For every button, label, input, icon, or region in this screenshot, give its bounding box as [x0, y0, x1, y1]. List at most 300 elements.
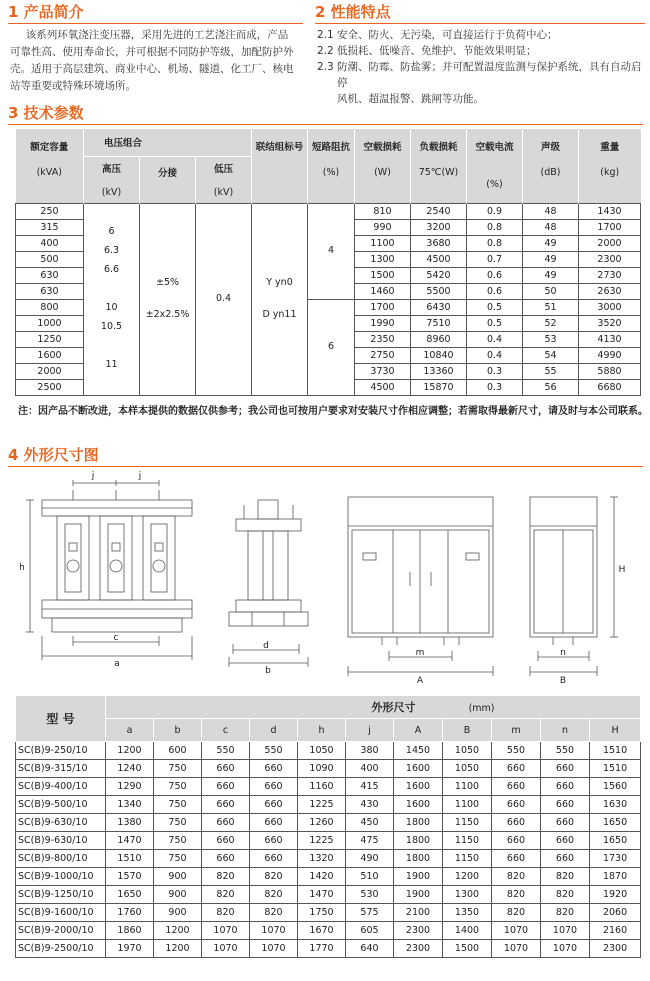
dims-row [16, 760, 641, 778]
dims-row [16, 814, 641, 832]
impedance-cell-b: 6 [308, 299, 355, 395]
dim-value-cell: 820 [492, 886, 541, 904]
capacity-cell: 630 [16, 283, 84, 299]
hv-value [84, 337, 139, 356]
weight-cell: 2630 [579, 283, 641, 299]
load-loss-cell: 3680 [411, 235, 467, 251]
dim-column-header: H [590, 719, 641, 742]
dim-label-B: B [559, 676, 567, 686]
header-dimensions-unit: (mm) [468, 703, 495, 714]
noload-current-cell: 0.9 [467, 203, 523, 219]
dim-value-cell: 1200 [106, 742, 154, 760]
noload-current-cell: 0.4 [467, 331, 523, 347]
dim-value-cell: 820 [492, 868, 541, 886]
dim-value-cell: 660 [541, 796, 590, 814]
header-impedance: 短路阻抗 (%) [308, 129, 355, 203]
dim-value-cell: 820 [541, 904, 590, 922]
dim-value-cell: 660 [492, 796, 541, 814]
weight-cell: 2730 [579, 267, 641, 283]
hv-value: 11 [105, 359, 118, 370]
weight-cell: 2300 [579, 251, 641, 267]
feature-number-spacer [317, 91, 337, 107]
dims-title: 4 外形尺寸图 [8, 446, 99, 464]
feature-number: 2.3 [317, 61, 334, 73]
weight-cell: 4130 [579, 331, 641, 347]
noise-cell: 56 [523, 379, 579, 395]
dim-value-cell: 750 [154, 814, 202, 832]
dim-value-cell: 820 [202, 868, 250, 886]
dim-value-cell: 530 [346, 886, 394, 904]
noise-cell: 49 [523, 235, 579, 251]
noise-cell: 55 [523, 363, 579, 379]
feature-item [317, 43, 647, 59]
feature-item [317, 59, 647, 91]
weight-cell: 3000 [579, 299, 641, 315]
dim-value-cell: 1380 [106, 814, 154, 832]
dim-value-cell: 900 [154, 904, 202, 922]
dims-row [16, 832, 641, 850]
dim-label-A: A [416, 676, 424, 686]
capacity-cell: 315 [16, 219, 84, 235]
dim-value-cell: 1500 [443, 940, 492, 958]
vector-merged-cell [252, 203, 308, 395]
weight-cell: 4990 [579, 347, 641, 363]
dim-column-header: c [202, 719, 250, 742]
dim-value-cell: 1340 [106, 796, 154, 814]
intro-title-rule [8, 23, 303, 24]
noload-loss-cell: 990 [355, 219, 411, 235]
dim-value-cell: 1070 [492, 922, 541, 940]
dim-column-header: B [443, 719, 492, 742]
dim-value-cell: 1900 [394, 886, 443, 904]
dim-value-cell: 660 [541, 850, 590, 868]
header-model: 型 号 [16, 696, 106, 742]
dim-value-cell: 1510 [590, 742, 641, 760]
hv-value: 6.3 [103, 245, 120, 256]
intro-line: 站等重要或特殊环境场所。 [10, 80, 136, 92]
header-vector-group: 联结组标号 [252, 129, 308, 203]
dim-value-cell: 2300 [590, 940, 641, 958]
dim-label-b: b [265, 666, 271, 676]
intro-line: 可靠性高、使用寿命长，并可根据不同防护等级，加配防护外 [10, 46, 294, 58]
dims-row [16, 742, 641, 760]
dim-value-cell: 1770 [298, 940, 346, 958]
noload-current-cell: 0.4 [467, 347, 523, 363]
dim-value-cell: 1510 [590, 760, 641, 778]
noload-current-cell: 0.5 [467, 315, 523, 331]
tap-value: ±2x2.5% [145, 309, 190, 320]
impedance-cell-a: 4 [308, 203, 355, 299]
header-hv: 高压 (kV) [84, 156, 140, 203]
weight-cell: 5880 [579, 363, 641, 379]
dim-value-cell: 660 [250, 850, 298, 868]
dim-value-cell: 660 [541, 814, 590, 832]
dim-value-cell: 660 [250, 832, 298, 850]
intro-line: 该系列环氧浇注变压器，采用先进的工艺浇注而成，产品 [25, 29, 289, 41]
model-cell: SC(B)9-400/10 [16, 778, 106, 796]
vector-value [252, 292, 307, 306]
dim-value-cell: 1750 [298, 904, 346, 922]
spec-row [16, 203, 641, 219]
dim-value-cell: 1050 [298, 742, 346, 760]
load-loss-cell: 7510 [411, 315, 467, 331]
feature-text: 防潮、防霉、防盐雾；并可配置温度监测与保护系统，具有自动启停 [337, 61, 642, 89]
noload-current-cell: 0.7 [467, 251, 523, 267]
dim-value-cell: 660 [492, 832, 541, 850]
dim-value-cell: 1050 [443, 760, 492, 778]
dim-value-cell: 1650 [590, 814, 641, 832]
dim-value-cell: 1290 [106, 778, 154, 796]
noload-loss-cell: 1990 [355, 315, 411, 331]
noload-current-cell: 0.6 [467, 267, 523, 283]
dim-value-cell: 1225 [298, 832, 346, 850]
header-dimensions-label: 外形尺寸 [371, 701, 416, 714]
lv-merged-cell: 0.4 [196, 203, 252, 395]
dim-value-cell: 1400 [443, 922, 492, 940]
dim-value-cell: 415 [346, 778, 394, 796]
header-lv: 低压 (kV) [196, 156, 252, 203]
model-cell: SC(B)9-250/10 [16, 742, 106, 760]
hv-value: 6.6 [103, 264, 120, 275]
dim-value-cell: 660 [202, 796, 250, 814]
noload-loss-cell: 1300 [355, 251, 411, 267]
front-view-drawing [26, 480, 192, 660]
dim-value-cell: 1090 [298, 760, 346, 778]
dim-value-cell: 1240 [106, 760, 154, 778]
weight-cell: 1700 [579, 219, 641, 235]
dims-title-rule [8, 466, 643, 467]
dim-value-cell: 1760 [106, 904, 154, 922]
noise-cell: 50 [523, 283, 579, 299]
feature-number: 2.1 [317, 29, 334, 41]
dim-value-cell: 1470 [298, 886, 346, 904]
noload-current-cell: 0.3 [467, 363, 523, 379]
dim-value-cell: 1320 [298, 850, 346, 868]
dim-value-cell: 1100 [443, 778, 492, 796]
model-cell: SC(B)9-1600/10 [16, 904, 106, 922]
dims-row [16, 778, 641, 796]
load-loss-cell: 8960 [411, 331, 467, 347]
features-list [317, 27, 647, 107]
noload-loss-cell: 4500 [355, 379, 411, 395]
dim-value-cell: 660 [202, 814, 250, 832]
noload-loss-cell: 2350 [355, 331, 411, 347]
dim-value-cell: 820 [541, 868, 590, 886]
dim-value-cell: 2060 [590, 904, 641, 922]
dim-value-cell: 660 [541, 778, 590, 796]
dim-value-cell: 1510 [106, 850, 154, 868]
dim-value-cell: 1070 [250, 922, 298, 940]
model-cell: SC(B)9-1000/10 [16, 868, 106, 886]
noload-loss-cell: 3730 [355, 363, 411, 379]
dim-column-header: d [250, 719, 298, 742]
noload-current-cell: 0.5 [467, 299, 523, 315]
dim-label-a: a [114, 659, 120, 669]
noload-loss-cell: 1700 [355, 299, 411, 315]
dim-value-cell: 750 [154, 796, 202, 814]
dim-value-cell: 1900 [394, 868, 443, 886]
noise-cell: 49 [523, 267, 579, 283]
vector-value: D yn11 [262, 309, 297, 320]
capacity-cell: 1250 [16, 331, 84, 347]
dim-value-cell: 1070 [202, 940, 250, 958]
load-loss-cell: 10840 [411, 347, 467, 363]
dim-column-header: h [298, 719, 346, 742]
dim-column-header: a [106, 719, 154, 742]
dim-value-cell: 1800 [394, 850, 443, 868]
capacity-cell: 800 [16, 299, 84, 315]
dim-value-cell: 660 [202, 778, 250, 796]
dim-value-cell: 1450 [394, 742, 443, 760]
load-loss-cell: 2540 [411, 203, 467, 219]
noload-loss-cell: 1500 [355, 267, 411, 283]
dim-value-cell: 1600 [394, 778, 443, 796]
dim-value-cell: 1070 [202, 922, 250, 940]
dim-value-cell: 1600 [394, 760, 443, 778]
noise-cell: 51 [523, 299, 579, 315]
dim-label-j1: j [91, 471, 95, 481]
feature-item [317, 27, 647, 43]
dim-value-cell: 900 [154, 868, 202, 886]
dim-value-cell: 1200 [443, 868, 492, 886]
dim-column-header: A [394, 719, 443, 742]
dim-column-header: j [346, 719, 394, 742]
dim-label-h: h [19, 563, 25, 573]
dim-value-cell: 820 [492, 904, 541, 922]
dim-value-cell: 1150 [443, 850, 492, 868]
dim-value-cell: 820 [250, 886, 298, 904]
load-loss-cell: 5500 [411, 283, 467, 299]
header-weight: 重量 (kg) [579, 129, 641, 203]
dim-value-cell: 660 [250, 778, 298, 796]
dim-value-cell: 1800 [394, 814, 443, 832]
noload-loss-cell: 1460 [355, 283, 411, 299]
model-cell: SC(B)9-630/10 [16, 814, 106, 832]
feature-number: 2.2 [317, 45, 334, 57]
dim-value-cell: 1160 [298, 778, 346, 796]
dim-value-cell: 660 [492, 850, 541, 868]
header-voltage-group: 电压组合 [84, 129, 252, 156]
dim-label-m: m [415, 648, 425, 658]
noload-current-cell: 0.8 [467, 235, 523, 251]
tap-merged-cell [140, 203, 196, 395]
dim-value-cell: 660 [250, 796, 298, 814]
dims-row [16, 904, 641, 922]
header-capacity: 额定容量 (kVA) [16, 129, 84, 203]
noload-loss-cell: 2750 [355, 347, 411, 363]
capacity-cell: 1600 [16, 347, 84, 363]
dim-value-cell: 1150 [443, 832, 492, 850]
weight-cell: 3520 [579, 315, 641, 331]
dim-label-H: H [618, 565, 626, 575]
dim-value-cell: 660 [492, 814, 541, 832]
dim-value-cell: 1070 [250, 940, 298, 958]
dim-value-cell: 1970 [106, 940, 154, 958]
feature-item [317, 91, 647, 107]
model-cell: SC(B)9-500/10 [16, 796, 106, 814]
dim-value-cell: 380 [346, 742, 394, 760]
dim-value-cell: 750 [154, 760, 202, 778]
load-loss-cell: 5420 [411, 267, 467, 283]
dim-value-cell: 660 [202, 832, 250, 850]
dim-label-j2: j [138, 471, 142, 481]
dim-value-cell: 1860 [106, 922, 154, 940]
intro-title: 1 产品简介 [8, 3, 84, 21]
hv-value: 10 [105, 302, 118, 313]
dim-value-cell: 1070 [541, 940, 590, 958]
dim-value-cell: 400 [346, 760, 394, 778]
model-cell: SC(B)9-800/10 [16, 850, 106, 868]
hv-value: 10.5 [100, 321, 123, 332]
dim-value-cell: 1225 [298, 796, 346, 814]
noise-cell: 48 [523, 203, 579, 219]
enclosure-side-drawing [530, 497, 618, 676]
dim-value-cell: 490 [346, 850, 394, 868]
dim-value-cell: 660 [492, 778, 541, 796]
dim-value-cell: 1100 [443, 796, 492, 814]
dim-value-cell: 430 [346, 796, 394, 814]
load-loss-cell: 15870 [411, 379, 467, 395]
dim-value-cell: 510 [346, 868, 394, 886]
noise-cell: 53 [523, 331, 579, 347]
hv-merged-cell [84, 203, 140, 395]
dim-value-cell: 2100 [394, 904, 443, 922]
dim-value-cell: 1300 [443, 886, 492, 904]
capacity-cell: 500 [16, 251, 84, 267]
hv-value: 6 [108, 226, 115, 237]
dim-value-cell: 1070 [541, 922, 590, 940]
tap-value: ±5% [155, 277, 180, 288]
header-dimensions [106, 696, 641, 719]
capacity-cell: 1000 [16, 315, 84, 331]
spec-title-rule [8, 124, 643, 125]
dim-value-cell: 660 [492, 760, 541, 778]
dim-value-cell: 820 [202, 904, 250, 922]
dim-label-n: n [560, 648, 566, 658]
dim-value-cell: 600 [154, 742, 202, 760]
feature-text: 安全、防火、无污染，可直接运行于负荷中心； [337, 29, 558, 41]
spec-table [15, 129, 641, 396]
header-noise: 声级 (dB) [523, 129, 579, 203]
model-cell: SC(B)9-2000/10 [16, 922, 106, 940]
model-cell: SC(B)9-1250/10 [16, 886, 106, 904]
dim-value-cell: 820 [202, 886, 250, 904]
dim-value-cell: 660 [202, 850, 250, 868]
dim-value-cell: 820 [250, 904, 298, 922]
dim-value-cell: 1150 [443, 814, 492, 832]
dim-value-cell: 1670 [298, 922, 346, 940]
dims-row [16, 796, 641, 814]
dim-value-cell: 575 [346, 904, 394, 922]
dim-value-cell: 605 [346, 922, 394, 940]
side-view-drawing [229, 500, 308, 667]
dim-value-cell: 1650 [106, 886, 154, 904]
footnote: 注：因产品不断改进，本样本提供的数据仅供参考；我公司也可按用户要求对安装尺寸作相应调整；若需取得最新尺寸，请及时与本公司联系。 [18, 406, 648, 417]
dims-row [16, 850, 641, 868]
dim-value-cell: 660 [250, 760, 298, 778]
dim-column-header: b [154, 719, 202, 742]
dim-value-cell: 900 [154, 886, 202, 904]
dim-value-cell: 820 [250, 868, 298, 886]
header-noload-loss: 空载损耗 (W) [355, 129, 411, 203]
dim-value-cell: 1260 [298, 814, 346, 832]
noload-loss-cell: 810 [355, 203, 411, 219]
model-cell: SC(B)9-315/10 [16, 760, 106, 778]
dim-value-cell: 820 [541, 886, 590, 904]
dim-value-cell: 1870 [590, 868, 641, 886]
dim-value-cell: 1560 [590, 778, 641, 796]
dim-value-cell: 1420 [298, 868, 346, 886]
spec-title: 3 技术参数 [8, 104, 84, 122]
load-loss-cell: 4500 [411, 251, 467, 267]
load-loss-cell: 13360 [411, 363, 467, 379]
noload-current-cell: 0.3 [467, 379, 523, 395]
dim-value-cell: 450 [346, 814, 394, 832]
capacity-cell: 250 [16, 203, 84, 219]
noload-current-cell: 0.8 [467, 219, 523, 235]
dims-row [16, 940, 641, 958]
noise-cell: 52 [523, 315, 579, 331]
header-load-loss: 负载损耗 75℃(W) [411, 129, 467, 203]
dim-value-cell: 1650 [590, 832, 641, 850]
dim-label-d: d [263, 641, 269, 651]
noload-current-cell: 0.6 [467, 283, 523, 299]
dim-value-cell: 1200 [154, 922, 202, 940]
vector-value: Y yn0 [266, 277, 293, 288]
dim-value-cell: 1730 [590, 850, 641, 868]
dim-value-cell: 2160 [590, 922, 641, 940]
feature-text: 低损耗、低噪音、免维护、节能效果明显； [337, 45, 537, 57]
features-title: 2 性能特点 [315, 3, 391, 21]
dim-value-cell: 1070 [492, 940, 541, 958]
dim-value-cell: 1570 [106, 868, 154, 886]
dim-value-cell: 475 [346, 832, 394, 850]
load-loss-cell: 6430 [411, 299, 467, 315]
dim-value-cell: 1350 [443, 904, 492, 922]
dim-value-cell: 2300 [394, 922, 443, 940]
dim-value-cell: 2300 [394, 940, 443, 958]
load-loss-cell: 3200 [411, 219, 467, 235]
dim-value-cell: 1920 [590, 886, 641, 904]
dim-value-cell: 750 [154, 832, 202, 850]
dim-value-cell: 550 [541, 742, 590, 760]
capacity-cell: 630 [16, 267, 84, 283]
feature-text: 风机、超温报警、跳闸等功能。 [337, 93, 484, 105]
header-tap: 分接 [140, 156, 196, 203]
dim-value-cell: 660 [541, 760, 590, 778]
dim-value-cell: 1800 [394, 832, 443, 850]
intro-text [10, 27, 310, 95]
dim-column-header: m [492, 719, 541, 742]
dim-value-cell: 750 [154, 778, 202, 796]
weight-cell: 2000 [579, 235, 641, 251]
noise-cell: 49 [523, 251, 579, 267]
capacity-cell: 2500 [16, 379, 84, 395]
header-noload-current: 空载电流 (%) [467, 129, 523, 203]
dim-value-cell: 1200 [154, 940, 202, 958]
features-title-rule [315, 23, 645, 24]
hv-value [84, 280, 139, 299]
capacity-cell: 400 [16, 235, 84, 251]
model-cell: SC(B)9-2500/10 [16, 940, 106, 958]
dim-value-cell: 550 [202, 742, 250, 760]
intro-line: 壳。适用于高层建筑、商业中心、机场、隧道、化工厂、核电 [10, 63, 294, 75]
dim-value-cell: 550 [250, 742, 298, 760]
enclosure-front-drawing [348, 497, 493, 676]
capacity-cell: 2000 [16, 363, 84, 379]
dim-value-cell: 750 [154, 850, 202, 868]
dims-row [16, 868, 641, 886]
